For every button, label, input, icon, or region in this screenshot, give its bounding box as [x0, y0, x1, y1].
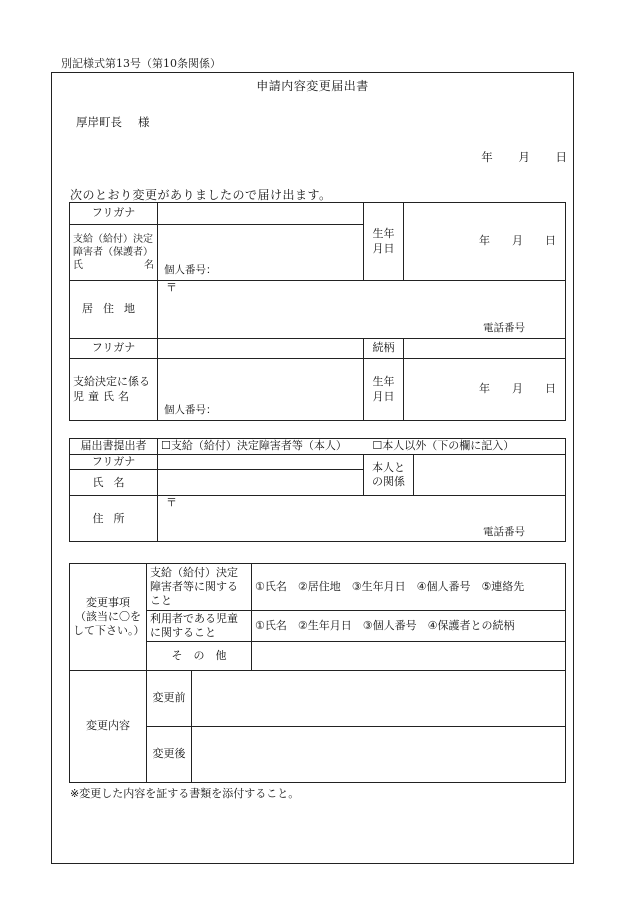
submitter-options	[158, 439, 566, 455]
submitter-furigana-label: フリガナ	[70, 455, 158, 470]
row2-label: 利用者である児童に関すること	[147, 611, 252, 642]
child-birth-day-label: 日	[545, 382, 556, 396]
birth-year-label: 年	[479, 234, 490, 248]
birth-label-1: 生年	[372, 227, 395, 241]
child-birth-label-2: 月日	[372, 389, 395, 403]
row3-label: そ の 他	[147, 642, 252, 671]
submitter-label: 届出書提出者	[70, 439, 158, 455]
row3-field[interactable]	[252, 642, 566, 671]
submitter-relation-field[interactable]	[414, 455, 566, 496]
person-label-3: 氏	[73, 260, 83, 271]
change-items-label	[70, 564, 147, 671]
footer-note: ※変更した内容を証する書類を添付すること。	[70, 787, 300, 800]
after-field[interactable]	[192, 727, 566, 783]
form-reference: 別記様式第13号（第10条関係）	[61, 57, 221, 70]
birth-label	[364, 203, 404, 281]
person-label-4: 名	[144, 260, 154, 271]
submitter-relation-label	[364, 455, 414, 496]
tel-label: 電話番号	[483, 322, 525, 335]
submission-date	[459, 149, 567, 165]
child-mynumber-label: 個人番号：	[164, 404, 217, 417]
submitter-name-field[interactable]	[158, 470, 364, 496]
address-label: 居住地	[70, 281, 158, 339]
form-title: 申請内容変更届出書	[256, 79, 369, 93]
addressee	[76, 114, 150, 130]
child-furigana-label: フリガナ	[70, 339, 158, 359]
submitter-address-field[interactable]	[158, 496, 566, 542]
person-label-1: 支給（給付）決定	[73, 234, 153, 245]
child-name-field[interactable]	[158, 359, 364, 421]
child-birth-label-1: 生年	[372, 375, 395, 389]
child-label	[70, 359, 158, 421]
date-month-label: 月	[518, 150, 530, 164]
relation-field[interactable]	[404, 339, 566, 359]
before-field[interactable]	[192, 671, 566, 727]
relation-label: 続柄	[364, 339, 404, 359]
child-birth-year-label: 年	[479, 382, 490, 396]
change-table	[69, 563, 566, 783]
child-birth-month-label: 月	[512, 382, 523, 396]
form-frame	[51, 72, 574, 864]
date-year-label: 年	[481, 150, 493, 164]
submitter-postal-mark: 〒	[166, 496, 177, 510]
submitter-furigana-field[interactable]	[158, 455, 364, 470]
row1-options[interactable]: ①氏名 ②居住地 ③生年月日 ④個人番号 ⑤連絡先	[252, 564, 566, 611]
child-birth-date-field[interactable]	[404, 359, 566, 421]
person-label	[70, 225, 158, 281]
birth-month-label: 月	[512, 234, 523, 248]
mynumber-label: 個人番号：	[164, 264, 217, 277]
submitter-tel-label: 電話番号	[483, 525, 526, 538]
row2-options[interactable]: ①氏名 ②生年月日 ③個人番号 ④保護者との続柄	[252, 611, 566, 642]
postal-mark: 〒	[166, 281, 177, 294]
submitter-table	[69, 438, 566, 542]
address-field[interactable]	[158, 281, 566, 339]
birth-day-label: 日	[545, 234, 556, 248]
person-label-2: 障害者（保護者）	[73, 247, 153, 258]
child-furigana-field[interactable]	[158, 339, 364, 359]
option-other[interactable]: ☐本人以外（下の欄に記入）	[372, 439, 515, 453]
date-day-label: 日	[555, 150, 567, 164]
birth-date-field[interactable]	[404, 203, 566, 281]
submitter-name-label: 氏名	[70, 470, 158, 496]
option-self[interactable]: ☐支給（給付）決定障害者等（本人）	[161, 439, 347, 453]
after-label: 変更後	[147, 727, 192, 783]
before-label: 変更前	[147, 671, 192, 727]
birth-label-2: 月日	[372, 241, 395, 255]
applicant-table	[69, 202, 566, 421]
change-items-1: 変更事項	[86, 595, 130, 609]
submitter-address-label: 住所	[70, 496, 158, 542]
person-name-field[interactable]	[158, 225, 364, 281]
intro-text: 次のとおり変更がありましたので届け出ます。	[70, 188, 332, 202]
change-content-label: 変更内容	[70, 671, 147, 783]
submitter-relation-2: の関係	[372, 475, 405, 489]
furigana-label: フリガナ	[70, 203, 158, 225]
child-birth-label	[364, 359, 404, 421]
child-label-2: 児童氏名	[73, 389, 133, 403]
row1-label: 支給（給付）決定障害者等に関すること	[147, 564, 252, 611]
addressee-name: 厚岸町長	[76, 115, 122, 129]
child-label-1: 支給決定に係る	[73, 375, 150, 389]
change-items-3: して下さい。）	[73, 624, 145, 638]
submitter-relation-1: 本人と	[372, 460, 405, 474]
change-items-2: （該当に〇を	[75, 609, 141, 623]
furigana-field[interactable]	[158, 203, 364, 225]
honorific: 様	[138, 115, 150, 129]
